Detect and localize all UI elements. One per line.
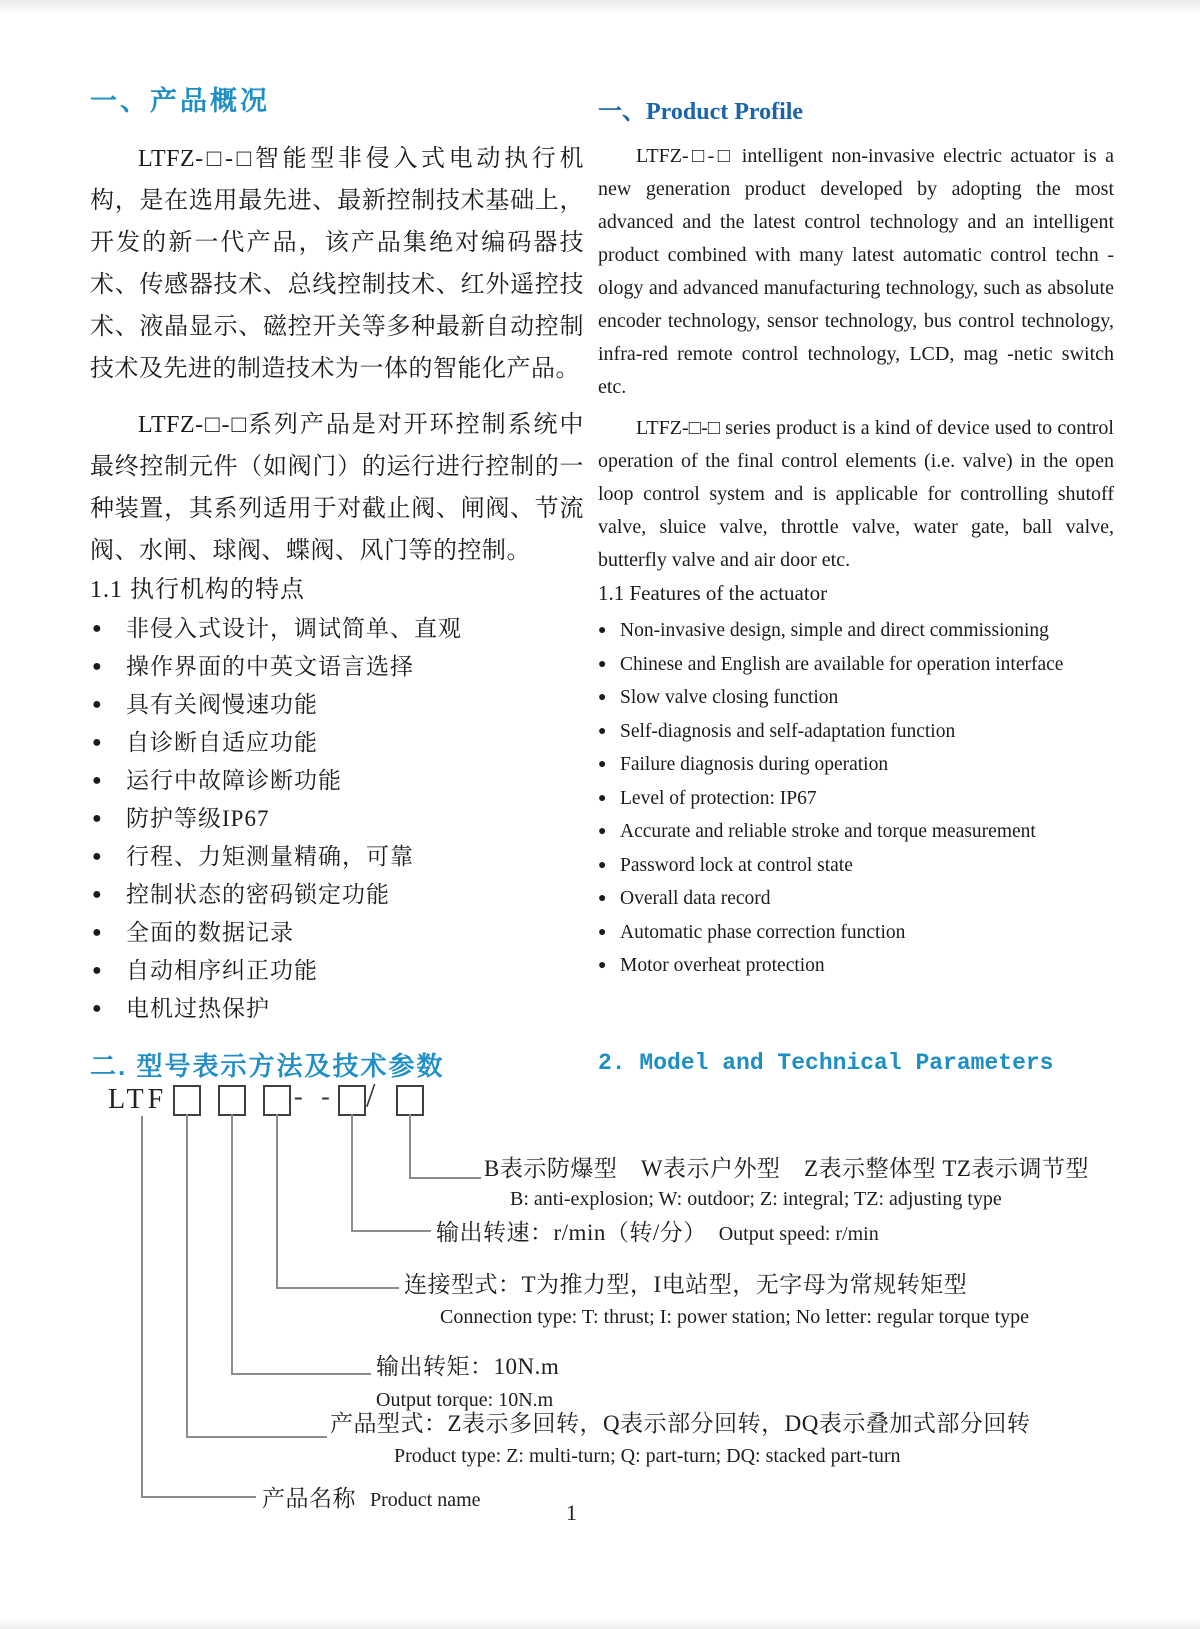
feature-item: ● 自动相序纠正功能 <box>90 952 590 990</box>
label-en: Product name <box>370 1489 481 1511</box>
feature-item: ● 具有关阀慢速功能 <box>90 686 590 724</box>
feature-item: ● 防护等级IP67 <box>90 800 590 838</box>
model-code-box <box>173 1085 201 1116</box>
feature-item: ● 非侵入式设计，调试简单、直观 <box>90 610 590 648</box>
feature-item: ● 运行中故障诊断功能 <box>90 762 590 800</box>
features-heading-cn: 1.1 执行机构的特点 <box>90 577 305 603</box>
model-prefix: LTF <box>108 1084 168 1115</box>
dash-separator: - - <box>294 1082 336 1111</box>
connector-line <box>276 1287 399 1289</box>
label-en: Connection type: T: thrust; I: power station; No letter: regular torque type <box>440 1306 1030 1328</box>
chinese-column-intro <box>90 86 584 586</box>
label-en: B: anti-explosion; W: outdoor; Z: integral; TZ: adjusting type <box>510 1188 1002 1210</box>
section2-heading-cn: 二. 型号表示方法及技术参数 <box>90 1051 445 1081</box>
label-cn: 产品名称 <box>262 1486 356 1511</box>
label-en: Product type: Z: multi-turn; Q: part-turn; DQ: stacked part-turn <box>394 1445 901 1467</box>
feature-item: ● Automatic phase correction function <box>598 916 1158 950</box>
chinese-features-block <box>90 578 590 1028</box>
feature-item: ● Slow valve closing function <box>598 681 1158 715</box>
label-cn: 输出转速：r/min（转/分） <box>436 1220 707 1245</box>
feature-item: ● 自诊断自适应功能 <box>90 724 590 762</box>
connector-line <box>231 1373 371 1375</box>
model-code-box <box>396 1085 424 1116</box>
label-en: Output torque: 10N.m <box>376 1389 554 1411</box>
page-number: 1 <box>566 1500 577 1525</box>
feature-item: ● 行程、力矩测量精确，可靠 <box>90 838 590 876</box>
connector-line <box>186 1114 188 1438</box>
feature-item: ● Chinese and English are available for operation interface <box>598 648 1158 682</box>
label-en: Output speed: r/min <box>718 1223 879 1245</box>
feature-item: ● 操作界面的中英文语言选择 <box>90 648 590 686</box>
connector-line <box>141 1496 256 1498</box>
feature-item: ● Level of protection: IP67 <box>598 782 1158 816</box>
label-cn: 产品型式：Z表示多回转，Q表示部分回转，DQ表示叠加式部分回转 <box>330 1411 1031 1436</box>
connector-line <box>141 1116 143 1498</box>
feature-item: ● Accurate and reliable stroke and torque measurement <box>598 815 1158 849</box>
label-cn: 输出转矩：10N.m <box>376 1354 560 1379</box>
english-column-intro <box>598 98 1114 585</box>
feature-item: ● Motor overheat protection <box>598 949 1158 983</box>
scan-edge-top <box>0 0 1200 14</box>
model-diagram-section <box>0 1040 1200 1629</box>
connector-line <box>409 1114 411 1179</box>
features-heading-en: 1.1 Features of the actuator <box>598 581 828 605</box>
feature-item: ● 控制状态的密码锁定功能 <box>90 876 590 914</box>
features-list-en <box>598 614 1158 983</box>
paragraph-en-1: LTFZ-□-□ intelligent non-invasive electric actuator is a new generation product developed by adopting the most advanced and the latest control technology and an intelligent product combined with many latest automatic control techn -ology and advanced manufacturing technology, such as absolute encoder technology, sensor technology, bus control technology, infra-red remote control technology, LCD, mag -netic switch etc. <box>598 145 1114 398</box>
paragraph-cn-1: LTFZ-□-□智能型非侵入式电动执行机构，是在选用最先进、最新控制技术基础上，开发的新一代产品，该产品集绝对编码器技术、传感器技术、总线控制技术、红外遥控技术、液晶显示、磁控开关等多种最新自动控制技术及先进的制造技术为一体的智能化产品。 <box>90 146 584 382</box>
feature-item: ● Failure diagnosis during operation <box>598 748 1158 782</box>
label-variant-type <box>484 1150 1089 1211</box>
connector-line <box>276 1114 278 1289</box>
english-features-block <box>598 580 1158 983</box>
model-code-box <box>263 1085 291 1116</box>
label-cn: B表示防爆型 W表示户外型 Z表示整体型 TZ表示调节型 <box>484 1156 1089 1181</box>
feature-item: ● Overall data record <box>598 882 1158 916</box>
section1-heading-cn: 一、产品概况 <box>90 86 270 116</box>
section2-heading-en: 2. Model and Technical Parameters <box>598 1050 1054 1076</box>
label-cn: 连接型式：T为推力型，I电站型，无字母为常规转矩型 <box>404 1272 968 1297</box>
connector-line <box>351 1114 353 1232</box>
label-output-speed <box>436 1214 879 1247</box>
connector-line <box>231 1114 233 1375</box>
paragraph-en-2: LTFZ-□-□ series product is a kind of device used to control operation of the final control elements (i.e. valve) in the open loop control system and is applicable for controlling shutoff valve, sluice valve, throttle valve, water gate, ball valve, butterfly valve and air door etc. <box>598 417 1114 571</box>
connector-line <box>186 1436 327 1438</box>
model-code-box <box>218 1085 246 1116</box>
label-output-torque <box>376 1348 559 1412</box>
feature-item: ● Non-invasive design, simple and direct commissioning <box>598 614 1158 648</box>
feature-item: ● 电机过热保护 <box>90 990 590 1028</box>
slash-separator: / <box>366 1077 376 1114</box>
feature-item: ● Password lock at control state <box>598 849 1158 883</box>
feature-item: ● Self-diagnosis and self-adaptation function <box>598 715 1158 749</box>
connector-line <box>351 1230 431 1232</box>
connector-line <box>409 1177 481 1179</box>
section1-heading-en: 一、Product Profile <box>598 99 804 125</box>
paragraph-cn-2: LTFZ-□-□系列产品是对开环控制系统中最终控制元件（如阀门）的运行进行控制的一种装置，其系列适用于对截止阀、闸阀、节流阀、水闸、球阀、蝶阀、风门等的控制。 <box>90 412 584 564</box>
label-product-type <box>330 1405 1030 1468</box>
label-connection-type <box>404 1266 1029 1329</box>
model-code-box <box>338 1085 366 1116</box>
feature-item: ● 全面的数据记录 <box>90 914 590 952</box>
features-list-cn <box>90 610 590 1028</box>
label-product-name <box>262 1480 481 1513</box>
